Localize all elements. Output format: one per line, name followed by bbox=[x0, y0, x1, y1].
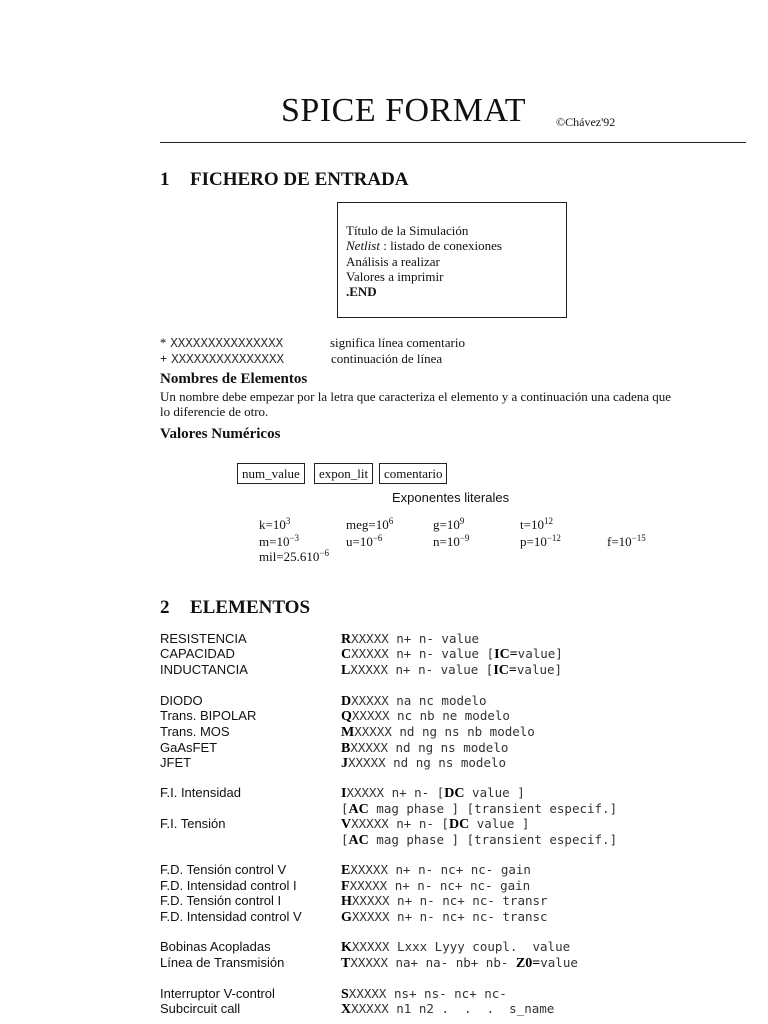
element-syntax bbox=[341, 662, 562, 679]
element-type-label: F.D. Intensidad control I bbox=[160, 878, 297, 893]
comentario-field: comentario bbox=[379, 463, 447, 484]
element-type-label: RESISTENCIA bbox=[160, 631, 247, 646]
element-keyword: Z0= bbox=[515, 956, 541, 971]
element-args-tail: value ] bbox=[469, 816, 530, 831]
document-title: SPICE FORMAT bbox=[281, 92, 527, 129]
element-args-tail: value] bbox=[516, 662, 563, 677]
element-letter: H bbox=[341, 894, 352, 909]
syntax-marker: + bbox=[160, 352, 168, 366]
element-args: XXXXX nd ng ns modelo bbox=[350, 740, 509, 755]
element-letter: X bbox=[341, 1002, 352, 1017]
element-args: XXXXX n+ n- [ bbox=[351, 816, 449, 831]
exponent-k: $k=10^3$ bbox=[259, 516, 291, 532]
element-syntax bbox=[341, 893, 548, 910]
element-row bbox=[0, 631, 768, 647]
element-args: XXXXX ns+ ns- nc+ nc- bbox=[348, 986, 507, 1001]
box-line-italic: Netlist bbox=[346, 238, 380, 253]
element-letter: I bbox=[341, 786, 347, 801]
element-row bbox=[0, 832, 768, 848]
exponents-caption: Exponentes literales bbox=[392, 490, 510, 505]
element-type-label: DIODO bbox=[160, 693, 203, 708]
element-type-label: INDUCTANCIA bbox=[160, 662, 248, 677]
exponent-f: $f=10^{-15}$ bbox=[607, 533, 646, 549]
element-row bbox=[0, 1001, 768, 1017]
element-syntax bbox=[341, 1001, 554, 1018]
element-args: XXXXX n+ n- value [ bbox=[350, 662, 494, 677]
element-args-tail: value ] bbox=[464, 785, 525, 800]
section-2-heading bbox=[160, 597, 310, 619]
num-value-field: num_value bbox=[237, 463, 305, 484]
element-row bbox=[0, 955, 768, 971]
element-args: XXXXX Lxxx Lyyy coupl. value bbox=[351, 939, 571, 954]
element-row bbox=[0, 986, 768, 1002]
element-type-label: F.I. Tensión bbox=[160, 816, 226, 831]
element-args: XXXXX na+ na- nb+ nb- bbox=[350, 955, 516, 970]
element-row bbox=[0, 816, 768, 832]
element-type-label: Subcircuit call bbox=[160, 1001, 241, 1016]
element-args-tail: mag phase ] [transient especif.] bbox=[368, 801, 618, 816]
comment-syntax-line bbox=[160, 335, 283, 351]
element-syntax bbox=[341, 862, 531, 879]
element-args: XXXXX n+ n- nc+ nc- transr bbox=[351, 893, 548, 908]
element-letter: J bbox=[341, 756, 348, 771]
element-keyword: DC bbox=[448, 817, 470, 832]
syntax-code: XXXXXXXXXXXXXXX bbox=[171, 351, 284, 366]
section-title: FICHERO DE ENTRADA bbox=[190, 169, 409, 190]
syntax-code: XXXXXXXXXXXXXXX bbox=[170, 335, 284, 350]
element-letter: F bbox=[341, 879, 350, 894]
element-type-label: F.D. Intensidad control V bbox=[160, 909, 302, 924]
element-letter: S bbox=[341, 987, 349, 1002]
element-type-label: F.I. Intensidad bbox=[160, 785, 241, 800]
element-args: XXXXX nd ng ns modelo bbox=[348, 755, 507, 770]
element-letter: G bbox=[341, 910, 352, 925]
element-args: XXXXX n+ n- value [ bbox=[351, 646, 495, 661]
element-names-text: lo diferencie de otro. bbox=[160, 404, 269, 419]
section-number: 1 bbox=[160, 169, 170, 190]
element-row bbox=[0, 724, 768, 740]
exponent-n: $n=10^{-9}$ bbox=[433, 533, 470, 549]
element-type-label: Trans. MOS bbox=[160, 724, 230, 739]
element-letter: E bbox=[341, 863, 351, 878]
element-args: XXXXX n+ n- nc+ nc- gain bbox=[349, 878, 531, 893]
element-args: [ bbox=[341, 801, 349, 816]
element-names-heading: Nombres de Elementos bbox=[160, 371, 308, 387]
input-file-structure-box bbox=[337, 202, 567, 318]
element-letter: K bbox=[341, 940, 352, 955]
element-row bbox=[0, 801, 768, 817]
element-row bbox=[0, 878, 768, 894]
box-line: .END bbox=[346, 284, 377, 299]
element-row bbox=[0, 785, 768, 801]
exponent-g: $g=10^9$ bbox=[433, 516, 465, 532]
element-letter: Q bbox=[341, 709, 352, 724]
syntax-description: continuación de línea bbox=[331, 351, 443, 366]
element-type-label: JFET bbox=[160, 755, 192, 770]
element-args: XXXXX nc nb ne modelo bbox=[351, 708, 510, 723]
element-args: XXXXX n+ n- nc+ nc- gain bbox=[350, 862, 531, 877]
element-row bbox=[0, 862, 768, 878]
exponent-u: $u=10^{-6}$ bbox=[346, 533, 383, 549]
element-keyword: AC bbox=[348, 802, 369, 817]
element-type-label: GaAsFET bbox=[160, 740, 218, 755]
element-letter: B bbox=[341, 741, 351, 756]
element-letter: R bbox=[341, 632, 352, 647]
box-line-text: : listado de conexiones bbox=[379, 238, 502, 253]
element-row bbox=[0, 646, 768, 662]
element-row bbox=[0, 662, 768, 678]
element-type-label: F.D. Tensión control V bbox=[160, 862, 287, 877]
element-letter: C bbox=[341, 647, 352, 662]
element-letter: M bbox=[341, 725, 355, 740]
element-syntax bbox=[341, 708, 510, 725]
element-row bbox=[0, 893, 768, 909]
element-syntax bbox=[341, 955, 578, 972]
box-line bbox=[346, 238, 502, 253]
section-1-heading bbox=[160, 169, 409, 191]
element-type-label: Bobinas Acopladas bbox=[160, 939, 271, 954]
element-letter: L bbox=[341, 663, 351, 678]
element-syntax bbox=[341, 724, 535, 741]
element-letter: T bbox=[341, 956, 351, 971]
exponent-p: $p=10^{-12}$ bbox=[520, 533, 561, 549]
element-type-label: Trans. BIPOLAR bbox=[160, 708, 257, 723]
element-type-label: CAPACIDAD bbox=[160, 646, 235, 661]
element-args: XXXXX nd ng ns nb modelo bbox=[354, 724, 535, 739]
element-args: XXXXX na nc modelo bbox=[351, 693, 487, 708]
element-type-label: Interruptor V-control bbox=[160, 986, 275, 1001]
element-syntax bbox=[341, 785, 525, 802]
element-type-label: Línea de Transmisión bbox=[160, 955, 285, 970]
section-title: ELEMENTOS bbox=[190, 597, 311, 618]
syntax-description: significa línea comentario bbox=[330, 335, 466, 350]
element-type-label: F.D. Tensión control I bbox=[160, 893, 282, 908]
element-args: XXXXX n+ n- nc+ nc- transc bbox=[351, 909, 548, 924]
element-args-tail: value] bbox=[517, 646, 563, 661]
expon-lit-field: expon_lit bbox=[314, 463, 373, 484]
element-args: XXXXX n+ n- value bbox=[351, 631, 480, 646]
element-syntax bbox=[341, 939, 570, 956]
element-syntax bbox=[341, 909, 548, 926]
continuation-syntax-line bbox=[160, 351, 284, 367]
element-row bbox=[0, 909, 768, 925]
element-args: XXXXX n+ n- [ bbox=[346, 785, 445, 800]
element-row bbox=[0, 740, 768, 756]
exponent-meg: $meg=10^6$ bbox=[346, 516, 394, 532]
element-letter: V bbox=[341, 817, 352, 832]
element-syntax bbox=[341, 646, 563, 663]
element-syntax bbox=[341, 816, 529, 833]
element-args-tail: value bbox=[540, 955, 578, 970]
element-args: [ bbox=[341, 832, 349, 847]
numeric-values-heading: Valores Numéricos bbox=[160, 426, 281, 442]
element-args-tail: mag phase ] [transient especif.] bbox=[368, 832, 618, 847]
box-line: Valores a imprimir bbox=[346, 269, 444, 284]
exponent-m: $m=10^{-3}$ bbox=[259, 533, 300, 549]
element-row bbox=[0, 755, 768, 771]
element-names-text: Un nombre debe empezar por la letra que caracteriza el elemento y a continuación una cadena que bbox=[160, 389, 672, 404]
copyright-note: ©Chávez'92 bbox=[556, 115, 616, 129]
element-letter: D bbox=[341, 694, 352, 709]
element-keyword: IC= bbox=[493, 663, 517, 678]
exponent-mil: $mil=25.610^{-6}$ bbox=[259, 548, 329, 564]
element-keyword: IC= bbox=[494, 647, 518, 662]
exponent-t: $t=10^{12}$ bbox=[520, 516, 553, 532]
box-line: Título de la Simulación bbox=[346, 223, 469, 238]
element-syntax bbox=[341, 755, 506, 772]
syntax-marker: * bbox=[160, 336, 167, 350]
element-row bbox=[0, 693, 768, 709]
title-divider bbox=[160, 142, 746, 143]
element-keyword: AC bbox=[348, 833, 369, 848]
element-row bbox=[0, 939, 768, 955]
element-row bbox=[0, 708, 768, 724]
element-syntax bbox=[341, 832, 617, 849]
section-number: 2 bbox=[160, 597, 170, 618]
element-args: XXXXX n1 n2 . . . s_name bbox=[351, 1001, 555, 1016]
element-keyword: DC bbox=[444, 786, 465, 801]
box-line: Análisis a realizar bbox=[346, 254, 440, 269]
